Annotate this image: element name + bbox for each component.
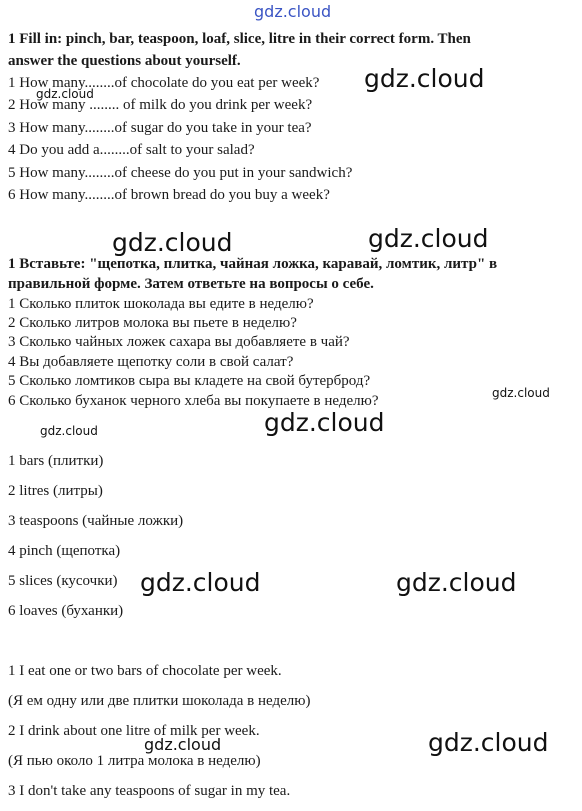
watermark: gdz.cloud bbox=[140, 568, 261, 597]
answer-sentence: 3 I don't take any teaspoons of sugar in my tea. bbox=[8, 783, 291, 799]
question-en: 3 How many........of sugar do you take in your tea? bbox=[8, 120, 312, 136]
watermark: gdz.cloud bbox=[264, 408, 385, 437]
answer-translation: (Я пью около 1 литра молока в неделю) bbox=[8, 753, 261, 769]
watermark: gdz.cloud bbox=[396, 568, 517, 597]
question-en: 4 Do you add a........of salt to your salad? bbox=[8, 142, 255, 158]
exercise-ru-title-line2: правильной форме. Затем ответьте на вопросы о себе. bbox=[8, 276, 374, 292]
watermark: gdz.cloud bbox=[364, 64, 485, 93]
watermark: gdz.cloud bbox=[144, 735, 222, 754]
question-en: 2 How many ........ of milk do you drink per week? bbox=[8, 97, 313, 113]
answer-item: 4 pinch (щепотка) bbox=[8, 543, 121, 559]
question-en: 6 How many........of brown bread do you buy a week? bbox=[8, 187, 330, 203]
watermark: gdz.cloud bbox=[368, 224, 489, 253]
watermark: gdz.cloud bbox=[112, 228, 233, 257]
question-en: 1 How many........of chocolate do you eat per week? bbox=[8, 75, 320, 91]
question-ru: 1 Сколько плиток шоколада вы едите в неделю? bbox=[8, 296, 314, 312]
answer-sentence: 2 I drink about one litre of milk per week. bbox=[8, 723, 260, 739]
answer-item: 3 teaspoons (чайные ложки) bbox=[8, 513, 184, 529]
answer-item: 6 loaves (буханки) bbox=[8, 603, 124, 619]
exercise-en-title-line2: answer the questions about yourself. bbox=[8, 53, 241, 69]
watermark: gdz.cloud bbox=[254, 2, 332, 21]
answer-item: 1 bars (плитки) bbox=[8, 453, 104, 469]
answer-sentence: 1 I eat one or two bars of chocolate per week. bbox=[8, 663, 282, 679]
question-en: 5 How many........of cheese do you put in your sandwich? bbox=[8, 165, 353, 181]
question-ru: 3 Сколько чайных ложек сахара вы добавляете в чай? bbox=[8, 334, 350, 350]
question-ru: 6 Сколько буханок черного хлеба вы покупаете в неделю? bbox=[8, 393, 379, 409]
watermark: gdz.cloud bbox=[36, 87, 94, 101]
watermark: gdz.cloud bbox=[428, 728, 549, 757]
exercise-en-title-line1: 1 Fill in: pinch, bar, teaspoon, loaf, slice, litre in their correct form. Then bbox=[8, 31, 471, 47]
exercise-ru-title-line1: 1 Вставьте: "щепотка, плитка, чайная ложка, каравай, ломтик, литр" в bbox=[8, 256, 498, 272]
question-ru: 4 Вы добавляете щепотку соли в свой салат? bbox=[8, 354, 294, 370]
watermark: gdz.cloud bbox=[40, 424, 98, 438]
watermark: gdz.cloud bbox=[492, 386, 550, 400]
answer-item: 5 slices (кусочки) bbox=[8, 573, 118, 589]
question-ru: 2 Сколько литров молока вы пьете в неделю? bbox=[8, 315, 297, 331]
answer-translation: (Я ем одну или две плитки шоколада в неделю) bbox=[8, 693, 311, 709]
question-ru: 5 Сколько ломтиков сыра вы кладете на свой бутерброд? bbox=[8, 373, 371, 389]
answer-item: 2 litres (литры) bbox=[8, 483, 103, 499]
